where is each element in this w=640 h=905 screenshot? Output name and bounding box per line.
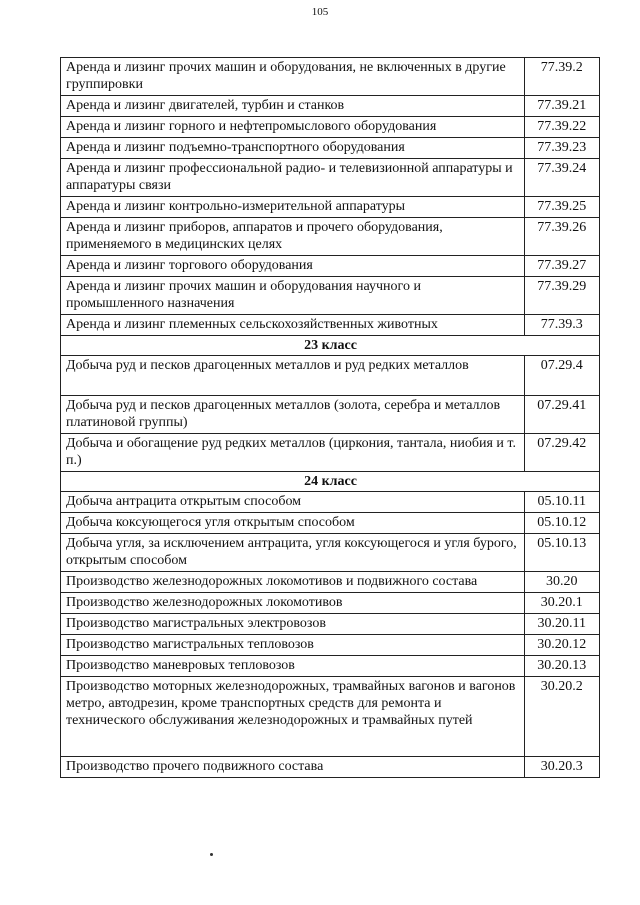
activity-code: 77.39.2: [524, 58, 599, 96]
table-row: [61, 492, 600, 513]
class-header-label: 24 класс: [61, 472, 600, 492]
activity-code: 30.20.12: [524, 635, 599, 656]
activity-description: Аренда и лизинг подъемно-транспортного оборудования: [61, 138, 525, 159]
table-row: [61, 315, 600, 336]
activity-description: Аренда и лизинг контрольно-измерительной аппаратуры: [61, 197, 525, 218]
activity-code: 77.39.23: [524, 138, 599, 159]
activity-description: Добыча руд и песков драгоценных металлов (золота, серебра и металлов платиновой группы): [61, 396, 525, 434]
activity-code: 05.10.12: [524, 513, 599, 534]
class-header-row: [61, 472, 600, 492]
activity-code: 77.39.27: [524, 256, 599, 277]
activity-code: 77.39.22: [524, 117, 599, 138]
activity-code: 05.10.11: [524, 492, 599, 513]
table-row: [61, 159, 600, 197]
activity-code: 30.20.2: [524, 677, 599, 757]
activity-description: Аренда и лизинг прочих машин и оборудования научного и промышленного назначения: [61, 277, 525, 315]
table-row: [61, 614, 600, 635]
activity-description: Производство маневровых тепловозов: [61, 656, 525, 677]
activity-code: 77.39.24: [524, 159, 599, 197]
table-row: [61, 356, 600, 396]
classification-table: [60, 57, 600, 778]
activity-code: 30.20.13: [524, 656, 599, 677]
activity-description: Производство прочего подвижного состава: [61, 757, 525, 778]
activity-description: Аренда и лизинг профессиональной радио- и телевизионной аппаратуры и аппаратуры связи: [61, 159, 525, 197]
activity-code: 30.20: [524, 572, 599, 593]
activity-code: 77.39.21: [524, 96, 599, 117]
page-number: 105: [311, 6, 329, 18]
activity-description: Производство железнодорожных локомотивов и подвижного состава: [61, 572, 525, 593]
table-row: [61, 96, 600, 117]
table-row: [61, 572, 600, 593]
table-row: [61, 677, 600, 757]
table-row: [61, 58, 600, 96]
table-row: [61, 117, 600, 138]
activity-description: Добыча коксующегося угля открытым способом: [61, 513, 525, 534]
table-row: [61, 396, 600, 434]
activity-code: 30.20.3: [524, 757, 599, 778]
scan-speck: [210, 853, 213, 856]
table-row: [61, 656, 600, 677]
activity-code: 07.29.41: [524, 396, 599, 434]
activity-code: 05.10.13: [524, 534, 599, 572]
table-row: [61, 513, 600, 534]
table-row: [61, 593, 600, 614]
table-row: [61, 534, 600, 572]
table-row: [61, 197, 600, 218]
activity-description: Аренда и лизинг племенных сельскохозяйственных животных: [61, 315, 525, 336]
class-header-label: 23 класс: [61, 336, 600, 356]
activity-description: Производство моторных железнодорожных, трамвайных вагонов и вагонов метро, автодрезин, кроме транспортных средств для ремонта и технического обслуживания железнодорожных и трамвайных путей: [61, 677, 525, 757]
activity-description: Аренда и лизинг прочих машин и оборудования, не включенных в другие группировки: [61, 58, 525, 96]
activity-code: 77.39.29: [524, 277, 599, 315]
table-row: [61, 757, 600, 778]
activity-code: 07.29.4: [524, 356, 599, 396]
activity-description: Производство железнодорожных локомотивов: [61, 593, 525, 614]
activity-code: 30.20.11: [524, 614, 599, 635]
table-row: [61, 218, 600, 256]
activity-code: 77.39.25: [524, 197, 599, 218]
classification-table-body: [61, 58, 600, 778]
table-row: [61, 138, 600, 159]
activity-description: Аренда и лизинг торгового оборудования: [61, 256, 525, 277]
activity-code: 77.39.26: [524, 218, 599, 256]
activity-description: Аренда и лизинг двигателей, турбин и станков: [61, 96, 525, 117]
activity-description: Производство магистральных электровозов: [61, 614, 525, 635]
table-row: [61, 434, 600, 472]
activity-description: Добыча руд и песков драгоценных металлов и руд редких металлов: [61, 356, 525, 396]
activity-code: 77.39.3: [524, 315, 599, 336]
activity-description: Аренда и лизинг горного и нефтепромыслового оборудования: [61, 117, 525, 138]
activity-description: Производство магистральных тепловозов: [61, 635, 525, 656]
activity-code: 30.20.1: [524, 593, 599, 614]
activity-code: 07.29.42: [524, 434, 599, 472]
table-row: [61, 256, 600, 277]
activity-description: Добыча угля, за исключением антрацита, угля коксующегося и угля бурого, открытым способом: [61, 534, 525, 572]
table-row: [61, 277, 600, 315]
activity-description: Аренда и лизинг приборов, аппаратов и прочего оборудования, применяемого в медицинских целях: [61, 218, 525, 256]
class-header-row: [61, 336, 600, 356]
activity-description: Добыча и обогащение руд редких металлов (циркония, тантала, ниобия и т. п.): [61, 434, 525, 472]
table-row: [61, 635, 600, 656]
activity-description: Добыча антрацита открытым способом: [61, 492, 525, 513]
